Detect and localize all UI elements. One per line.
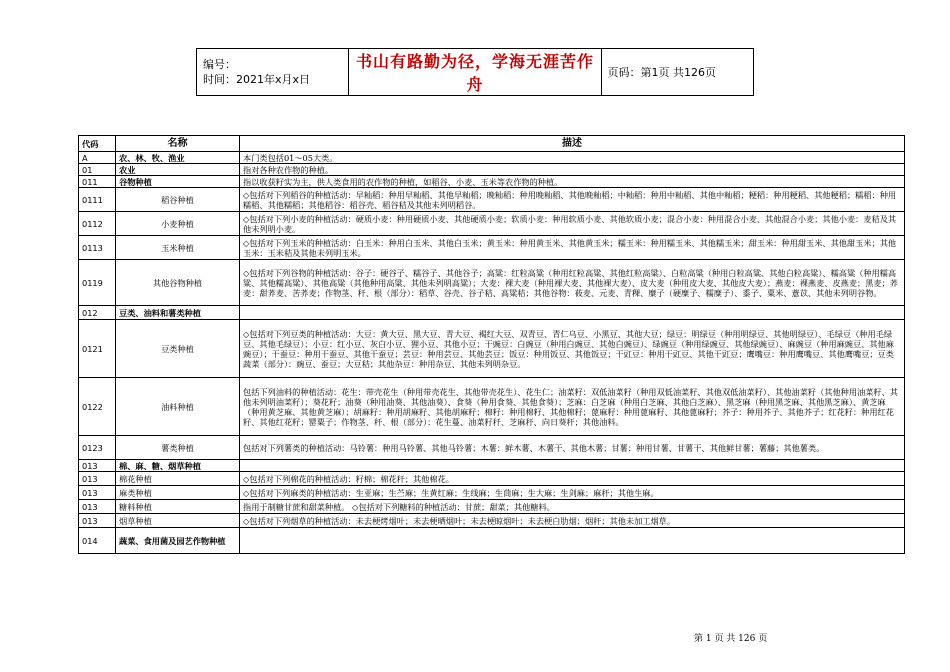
row-name: 农、林、牧、渔业 xyxy=(116,152,240,164)
row-code: 0122 xyxy=(79,378,116,436)
row-code: 013 xyxy=(79,472,116,486)
row-name: 油料种植 xyxy=(116,378,240,436)
row-description: 指用于制糖甘蔗和甜菜种植。 ◇包括对下列糖料的种植活动：甘蔗；甜菜；其他糖料。 xyxy=(240,500,905,514)
row-description: 包括下列油料的种植活动：花生：带壳花生（种用带壳花生、其他带壳花生）、花生仁；油菜籽：双低油菜籽（种用双低油菜籽、其他双低油菜籽）、其他油菜籽（其他种用油菜籽、其他未列明油菜籽）；葵花籽；油葵（种用油葵、其他油葵）、食葵（种用食葵、其他食葵）；芝麻：白芝麻（种用白芝麻、其他白芝麻）、黑芝麻（种用黑芝麻、其他黑芝麻）、黄芝麻（种用黄芝麻、其他黄芝麻）；胡麻籽：种用胡麻籽、其他胡麻籽；棉籽：种用棉籽、其他棉籽；蓖麻籽：种用蓖麻籽、其他蓖麻籽；芥子：种用芥子、其他芥子；红花籽：种用红花籽、其他红花籽；罂粟子；作物茎、秆、根（部分）：花生蔓、油菜籽秆、芝麻秆、向日葵秆；其他油料。 xyxy=(240,378,905,436)
table-row xyxy=(79,378,905,436)
row-code: 0121 xyxy=(79,320,116,378)
row-code: 0111 xyxy=(79,188,116,212)
number-label: 编号： xyxy=(203,58,236,71)
column-header-code: 代码 xyxy=(79,136,116,152)
row-description: ◇包括对下列玉米的种植活动：白玉米：种用白玉米、其他白玉米；黄玉米：种用黄玉米、其他黄玉米；糯玉米：种用糯玉米、其他糯玉米；甜玉米：种用甜玉米、其他甜玉米；其他玉米：玉米秸及其他未列明玉米。 xyxy=(240,236,905,260)
table-row xyxy=(79,460,905,472)
row-name: 棉、麻、糖、烟草种植 xyxy=(116,460,240,472)
row-name: 玉米种植 xyxy=(116,236,240,260)
row-code: 0112 xyxy=(79,212,116,236)
row-code: 014 xyxy=(79,528,116,554)
row-name: 薯类种植 xyxy=(116,436,240,460)
row-name: 烟草种植 xyxy=(116,514,240,528)
row-name: 豆类种植 xyxy=(116,320,240,378)
row-description: ◇包括对下列稻谷的种植活动：早籼稻：种用早籼稻、其他早籼稻；晚籼稻：种用晚籼稻、其他晚籼稻；中籼稻：种用中籼稻、其他中籼稻；粳稻：种用粳稻、其他粳稻；糯稻：种用糯稻、其他糯稻；其他稻谷：稻谷壳、稻谷秸及其他未列明稻谷。 xyxy=(240,188,905,212)
table-row xyxy=(79,176,905,188)
row-code: 013 xyxy=(79,486,116,500)
table-row xyxy=(79,164,905,176)
row-code: 0119 xyxy=(79,260,116,306)
row-description: ◇包括对下列烟草的种植活动：未去梗烤烟叶；未去梗晒烟叶；未去梗晾烟叶；未去梗白肋烟；烟秆；其他未加工烟草。 xyxy=(240,514,905,528)
column-header-description: 描述 xyxy=(240,136,905,152)
table-row xyxy=(79,472,905,486)
header-slogan: 书山有路勤为径，学海无涯苦作舟 xyxy=(349,49,601,96)
table-row xyxy=(79,436,905,460)
row-name: 糖料种植 xyxy=(116,500,240,514)
table-header-row xyxy=(79,136,905,152)
row-name: 豆类、油料和薯类种植 xyxy=(116,306,240,320)
time-label: 时间：2021年x月x日 xyxy=(203,73,311,86)
row-code: 0123 xyxy=(79,436,116,460)
row-description: ◇包括对下列豆类的种植活动：大豆：黄大豆、黑大豆、青大豆、褐红大豆、双青豆、青仁乌豆、小黑豆、其他大豆；绿豆：明绿豆（种用明绿豆、其他明绿豆）、毛绿豆（种用毛绿豆、其他毛绿豆）；小豆：红小豆、灰白小豆、狸小豆、其他小豆；干豌豆：白豌豆（种用白豌豆、其他白豌豆）、绿豌豆（种用绿豌豆、其他绿豌豆）、麻豌豆（种用麻豌豆、其他麻豌豆）；干蚕豆：种用干蚕豆、其他干蚕豆；芸豆：种用芸豆、其他芸豆；饭豆：种用饭豆、其他饭豆；干豇豆：种用干豇豆、其他干豇豆；鹰嘴豆：种用鹰嘴豆、其他鹰嘴豆；豆类蔬菜（部分）：豌豆、蚕豆；大豆秸；其他杂豆：种用杂豆、其他未列明杂豆。 xyxy=(240,320,905,378)
header-meta xyxy=(197,49,349,96)
row-description: ◇包括对下列棉花的种植活动：籽棉；棉花秆；其他棉花。 xyxy=(240,472,905,486)
row-description: ◇包括对下列谷物的种植活动：谷子：硬谷子、糯谷子、其他谷子；高粱：红粒高粱（种用红粒高粱、其他红粒高粱）、白粒高粱（种用白粒高粱、其他白粒高粱）、糯高粱（种用糯高粱、其他糯高粱）、其他高粱（其他种用高粱、其他未列明高粱）；大麦：裸大麦（种用裸大麦、其他裸大麦）、皮大麦（种用皮大麦、其他皮大麦）；燕麦：裸燕麦、皮燕麦；黑麦；荞麦：甜荞麦、苦荞麦；作物茎、秆、根（部分）：稻草、谷壳、谷子秸、高粱秸；其他谷物：莜麦、元麦、青稞、糜子（硬糜子、糯糜子）、黍子、粟米、薏苡、其他未列明谷物。 xyxy=(240,260,905,306)
row-name: 农业 xyxy=(116,164,240,176)
column-header-name: 名称 xyxy=(116,136,240,152)
row-name: 稻谷种植 xyxy=(116,188,240,212)
table-row xyxy=(79,188,905,212)
table-row xyxy=(79,486,905,500)
table-row xyxy=(79,306,905,320)
table-row xyxy=(79,514,905,528)
row-code: 01 xyxy=(79,164,116,176)
table-row xyxy=(79,260,905,306)
page-footer: 第 1 页 共 126 页 xyxy=(694,634,768,644)
table-row xyxy=(79,528,905,554)
row-code: 013 xyxy=(79,514,116,528)
row-code: 013 xyxy=(79,500,116,514)
row-description: ◇包括对下列小麦的种植活动：硬质小麦：种用硬质小麦、其他硬质小麦；软质小麦：种用软质小麦、其他软质小麦；混合小麦：种用混合小麦、其他混合小麦；其他小麦：麦秸及其他未列明小麦。 xyxy=(240,212,905,236)
row-description xyxy=(240,460,905,472)
row-description: 本门类包括01～05大类。 xyxy=(240,152,905,164)
table-row xyxy=(79,500,905,514)
row-code: 013 xyxy=(79,460,116,472)
row-code: 011 xyxy=(79,176,116,188)
row-name: 麻类种植 xyxy=(116,486,240,500)
row-description: 指以收获籽实为主，供人类食用的农作物的种植，如稻谷、小麦、玉米等农作物的种植。 xyxy=(240,176,905,188)
row-description: ◇包括对下列麻类的种植活动：生亚麻；生苎麻；生黄红麻；生线麻；生茼麻；生大麻；生剑麻；麻秆；其他生麻。 xyxy=(240,486,905,500)
table-row xyxy=(79,320,905,378)
header-page-label: 页码：第1页 共126页 xyxy=(601,49,753,96)
row-name: 蔬菜、食用菌及园艺作物种植 xyxy=(116,528,240,554)
row-name: 其他谷物种植 xyxy=(116,260,240,306)
row-code: 012 xyxy=(79,306,116,320)
row-description xyxy=(240,528,905,554)
row-name: 谷物种植 xyxy=(116,176,240,188)
table-row xyxy=(79,212,905,236)
row-description: 包括对下列薯类的种植活动：马铃薯：种用马铃薯、其他马铃薯；木薯：鲜木薯、木薯干、其他木薯；甘薯：种用甘薯、甘薯干、其他鲜甘薯；薯藤；其他薯类。 xyxy=(240,436,905,460)
row-code: 0113 xyxy=(79,236,116,260)
row-code: A xyxy=(79,152,116,164)
table-row xyxy=(79,152,905,164)
row-description: 指对各种农作物的种植。 xyxy=(240,164,905,176)
classification-table xyxy=(78,135,905,554)
row-name: 小麦种植 xyxy=(116,212,240,236)
table-row xyxy=(79,236,905,260)
row-name: 棉花种植 xyxy=(116,472,240,486)
row-description xyxy=(240,306,905,320)
document-header xyxy=(196,48,754,96)
